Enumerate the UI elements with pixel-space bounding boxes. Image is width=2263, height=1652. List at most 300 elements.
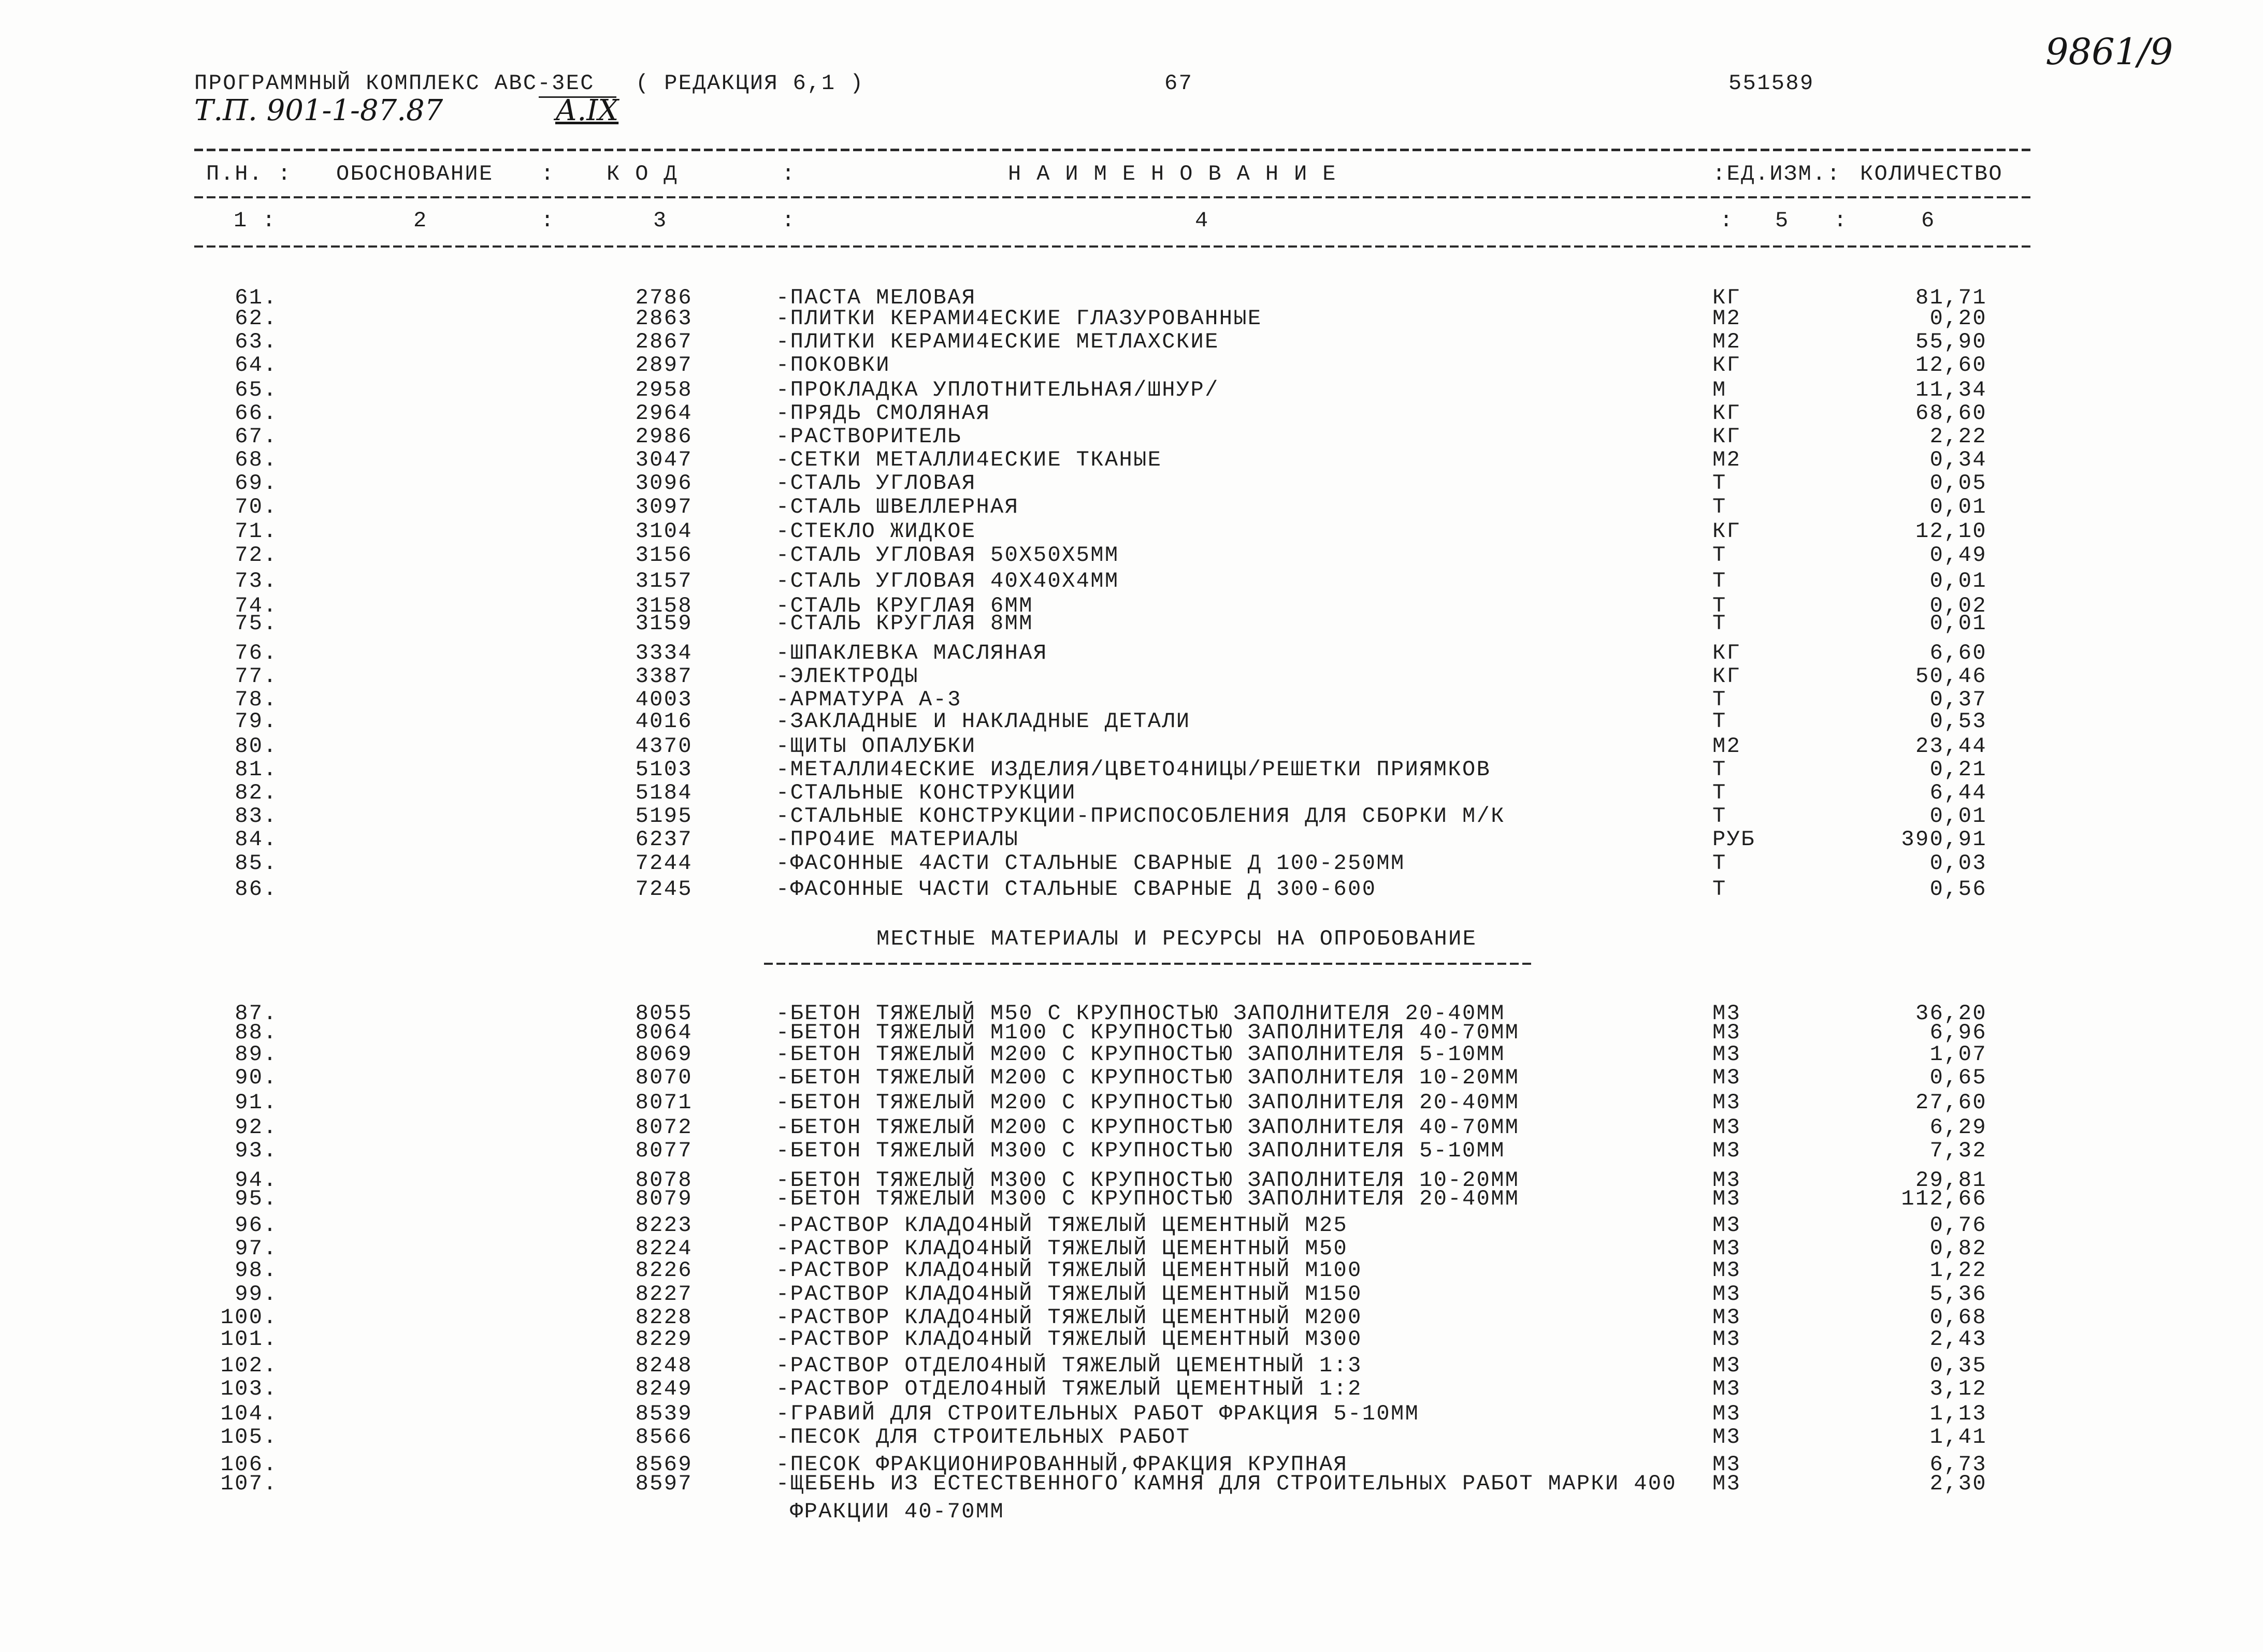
row-quantity: 0,01	[1929, 495, 1987, 519]
row-quantity: 0,01	[1929, 611, 1987, 636]
row-quantity: 23,44	[1915, 734, 1987, 759]
row-quantity: 0,56	[1929, 877, 1987, 902]
row-quantity: 1,13	[1929, 1401, 1987, 1426]
row-number: 106.	[220, 1452, 278, 1477]
header-separator: :	[782, 162, 796, 186]
header-pn: П.Н. :	[206, 162, 292, 186]
row-name: -РАСТВОР КЛАДО4НЫЙ ТЯЖЕЛЫЙ ЦЕМЕНТНЫЙ М100	[776, 1258, 1362, 1283]
row-quantity: 0,65	[1929, 1065, 1987, 1090]
row-name: -РАСТВОР ОТДЕЛО4НЫЙ ТЯЖЕЛЫЙ ЦЕМЕНТНЫЙ 1:3	[776, 1353, 1362, 1378]
row-name: -ФАСОННЫЕ 4АСТИ СТАЛЬНЫЕ СВАРНЫЕ Д 100-250ММ	[776, 851, 1405, 876]
table-row	[0, 1355, 2263, 1376]
row-code: 2897	[635, 353, 693, 378]
row-number: 103.	[220, 1376, 278, 1401]
row-number: 68.	[235, 447, 278, 472]
row-number: 79.	[235, 709, 278, 734]
page-number: 67	[1164, 71, 1193, 96]
header-unit: :ЕД.ИЗМ.:	[1712, 162, 1841, 186]
row-name: -СТАЛЬНЫЕ КОНСТРУКЦИИ	[776, 780, 1076, 805]
table-row	[0, 1067, 2263, 1089]
row-number: 102.	[220, 1353, 278, 1378]
row-number: 93.	[235, 1138, 278, 1163]
row-number: 70.	[235, 495, 278, 519]
row-code: 8226	[635, 1258, 693, 1283]
row-unit: М2	[1712, 447, 1741, 472]
row-unit: М3	[1712, 1001, 1741, 1026]
row-quantity: 81,71	[1915, 285, 1987, 310]
table-row	[0, 1259, 2263, 1281]
column-separator: :	[541, 208, 555, 233]
row-code: 2964	[635, 401, 693, 426]
table-row	[0, 1022, 2263, 1044]
table-row	[0, 805, 2263, 827]
row-unit: М3	[1712, 1090, 1741, 1115]
row-code: 8539	[635, 1401, 693, 1426]
row-quantity: 112,66	[1901, 1186, 1987, 1211]
row-name: -РАСТВОР КЛАДО4НЫЙ ТЯЖЕЛЫЙ ЦЕМЕНТНЫЙ М300	[776, 1327, 1362, 1352]
row-quantity: 3,12	[1929, 1376, 1987, 1401]
row-code: 8227	[635, 1282, 693, 1307]
table-row	[0, 1188, 2263, 1210]
row-unit: Т	[1712, 569, 1727, 593]
table-row	[0, 1044, 2263, 1065]
row-code: 8597	[635, 1471, 693, 1496]
row-unit: М3	[1712, 1065, 1741, 1090]
table-row	[0, 613, 2263, 634]
row-code: 8078	[635, 1168, 693, 1193]
row-unit: М3	[1712, 1138, 1741, 1163]
row-quantity: 2,22	[1929, 424, 1987, 449]
row-unit: М3	[1712, 1258, 1741, 1283]
row-number: 66.	[235, 401, 278, 426]
row-name: -СТАЛЬ УГЛОВАЯ 50Х50Х5ММ	[776, 543, 1119, 568]
column-number-4: 4	[1195, 208, 1209, 233]
row-name: -ПЕСОК ДЛЯ СТРОИТЕЛЬНЫХ РАБОТ	[776, 1425, 1191, 1450]
table-row	[0, 665, 2263, 687]
row-unit: М3	[1712, 1471, 1741, 1496]
row-name: -РАСТВОР КЛАДО4НЫЙ ТЯЖЕЛЫЙ ЦЕМЕНТНЫЙ М50	[776, 1236, 1348, 1261]
row-quantity: 6,96	[1929, 1020, 1987, 1045]
row-unit: М3	[1712, 1020, 1741, 1045]
row-quantity: 0,82	[1929, 1236, 1987, 1261]
row-unit: КГ	[1712, 424, 1741, 449]
table-row	[0, 1117, 2263, 1138]
row-name: -ФАСОННЫЕ ЧАСТИ СТАЛЬНЫЕ СВАРНЫЕ Д 300-600	[776, 877, 1377, 902]
row-name: -ПЛИТКИ КЕРАМИ4ЕСКИЕ ГЛАЗУРОВАННЫЕ	[776, 306, 1262, 331]
row-number: 100.	[220, 1305, 278, 1330]
row-number: 64.	[235, 353, 278, 378]
row-name: -БЕТОН ТЯЖЕЛЫЙ М50 С КРУПНОСТЬЮ ЗАПОЛНИТЕЛЯ 20-40ММ	[776, 1001, 1505, 1026]
row-code: 8077	[635, 1138, 693, 1163]
row-quantity: 0,49	[1929, 543, 1987, 568]
row-number: 73.	[235, 569, 278, 593]
table-row	[0, 354, 2263, 376]
row-number: 88.	[235, 1020, 278, 1045]
handwritten-album: А.IX	[555, 94, 619, 127]
row-number: 101.	[220, 1327, 278, 1352]
row-quantity: 6,29	[1929, 1115, 1987, 1140]
row-unit: М3	[1712, 1452, 1741, 1477]
row-unit: Т	[1712, 780, 1727, 805]
row-unit: Т	[1712, 757, 1727, 782]
row-name: -СЕТКИ МЕТАЛЛИ4ЕСКИЕ ТКАНЫЕ	[776, 447, 1162, 472]
row-name: -БЕТОН ТЯЖЕЛЫЙ М200 С КРУПНОСТЬЮ ЗАПОЛНИТЕЛЯ 10-20ММ	[776, 1065, 1520, 1090]
row-unit: Т	[1712, 851, 1727, 876]
row-quantity: 0,20	[1929, 306, 1987, 331]
row-number: 85.	[235, 851, 278, 876]
row-name: -РАСТВОР КЛАДО4НЫЙ ТЯЖЕЛЫЙ ЦЕМЕНТНЫЙ М25	[776, 1213, 1348, 1238]
table-row	[0, 402, 2263, 424]
row-code: 6237	[635, 827, 693, 852]
row-code: 7245	[635, 877, 693, 902]
row-name: -БЕТОН ТЯЖЕЛЫЙ М200 С КРУПНОСТЬЮ ЗАПОЛНИТЕЛЯ 40-70ММ	[776, 1115, 1520, 1140]
row-code: 8569	[635, 1452, 693, 1477]
row-quantity: 12,60	[1915, 353, 1987, 378]
column-number-6: 6	[1921, 208, 1936, 233]
row-unit: КГ	[1712, 664, 1741, 689]
row-number: 75.	[235, 611, 278, 636]
row-number: 89.	[235, 1042, 278, 1067]
row-name: -БЕТОН ТЯЖЕЛЫЙ М300 С КРУПНОСТЬЮ ЗАПОЛНИТЕЛЯ 10-20ММ	[776, 1168, 1520, 1193]
table-row	[0, 287, 2263, 309]
row-number: 72.	[235, 543, 278, 568]
row-unit: РУБ	[1712, 827, 1755, 852]
table-row	[0, 1307, 2263, 1328]
row-unit: М3	[1712, 1236, 1741, 1261]
row-name: -ПАСТА МЕЛОВАЯ	[776, 285, 976, 310]
row-number: 96.	[235, 1213, 278, 1238]
row-code: 5184	[635, 780, 693, 805]
row-code: 8064	[635, 1020, 693, 1045]
row-quantity: 0,35	[1929, 1353, 1987, 1378]
row-number: 71.	[235, 519, 278, 544]
header-name: Н А И М Е Н О В А Н И Е	[1008, 162, 1337, 186]
row-unit: Т	[1712, 804, 1727, 829]
row-quantity: 6,73	[1929, 1452, 1987, 1477]
row-number: 78.	[235, 687, 278, 712]
row-quantity: 0,34	[1929, 447, 1987, 472]
row-quantity: 5,36	[1929, 1282, 1987, 1307]
row-unit: Т	[1712, 877, 1727, 902]
row-quantity: 0,21	[1929, 757, 1987, 782]
table-row	[0, 782, 2263, 804]
edition-label: ( РЕДАКЦИЯ 6,1 )	[636, 71, 864, 96]
row-unit: КГ	[1712, 519, 1741, 544]
row-name: -ШПАКЛЕВКА МАСЛЯНАЯ	[776, 641, 1048, 665]
row-number: 62.	[235, 306, 278, 331]
row-name: -СТЕКЛО ЖИДКОЕ	[776, 519, 976, 544]
row-name: -РАСТВОРИТЕЛЬ	[776, 424, 962, 449]
row-code: 8249	[635, 1376, 693, 1401]
table-row	[0, 1092, 2263, 1113]
table-row	[0, 1140, 2263, 1162]
table-row	[0, 1214, 2263, 1236]
row-quantity: 1,22	[1929, 1258, 1987, 1283]
row-code: 3334	[635, 641, 693, 665]
row-quantity: 0,01	[1929, 804, 1987, 829]
table-row	[0, 852, 2263, 874]
row-number: 99.	[235, 1282, 278, 1307]
row-unit: М3	[1712, 1327, 1741, 1352]
dashed-rule-header	[194, 196, 2030, 198]
row-unit: КГ	[1712, 401, 1741, 426]
row-unit: Т	[1712, 543, 1727, 568]
row-quantity: 27,60	[1915, 1090, 1987, 1115]
row-code: 4016	[635, 709, 693, 734]
table-row	[0, 735, 2263, 757]
column-separator: :	[782, 208, 796, 233]
row-quantity: 11,34	[1915, 378, 1987, 402]
row-code: 2958	[635, 378, 693, 402]
table-row	[0, 829, 2263, 850]
row-unit: КГ	[1712, 353, 1741, 378]
row-quantity: 0,03	[1929, 851, 1987, 876]
row-code: 4370	[635, 734, 693, 759]
row-number: 81.	[235, 757, 278, 782]
row-name-continuation: ФРАКЦИИ 40-70ММ	[790, 1499, 1005, 1524]
handwritten-sheet-number: 9861/9	[2045, 31, 2173, 73]
table-row	[0, 544, 2263, 566]
row-name: -БЕТОН ТЯЖЕЛЫЙ М100 С КРУПНОСТЬЮ ЗАПОЛНИТЕЛЯ 40-70ММ	[776, 1020, 1520, 1045]
row-number: 63.	[235, 329, 278, 354]
row-name: -БЕТОН ТЯЖЕЛЫЙ М200 С КРУПНОСТЬЮ ЗАПОЛНИТЕЛЯ 20-40ММ	[776, 1090, 1520, 1115]
row-code: 3156	[635, 543, 693, 568]
row-code: 8229	[635, 1327, 693, 1352]
row-unit: М3	[1712, 1186, 1741, 1211]
row-quantity: 7,32	[1929, 1138, 1987, 1163]
table-row	[0, 878, 2263, 900]
row-code: 8069	[635, 1042, 693, 1067]
row-unit: М3	[1712, 1168, 1741, 1193]
row-code: 8228	[635, 1305, 693, 1330]
row-quantity: 0,76	[1929, 1213, 1987, 1238]
row-quantity: 1,41	[1929, 1425, 1987, 1450]
row-quantity: 68,60	[1915, 401, 1987, 426]
table-row	[0, 1426, 2263, 1448]
row-unit: Т	[1712, 611, 1727, 636]
column-number-1: 1 :	[234, 208, 277, 233]
row-number: 65.	[235, 378, 278, 402]
table-row	[0, 308, 2263, 329]
row-unit: М3	[1712, 1115, 1741, 1140]
row-name: -ПЛИТКИ КЕРАМИ4ЕСКИЕ МЕТЛАХСКИЕ	[776, 329, 1219, 354]
column-number-3: 3	[653, 208, 668, 233]
table-row	[0, 642, 2263, 664]
table-row	[0, 1403, 2263, 1425]
row-code: 3097	[635, 495, 693, 519]
row-quantity: 1,07	[1929, 1042, 1987, 1067]
program-title: ПРОГРАММНЫЙ КОМПЛЕКС АВС-3ЕС	[194, 71, 595, 96]
row-code: 2786	[635, 285, 693, 310]
row-unit: М2	[1712, 329, 1741, 354]
row-number: 86.	[235, 877, 278, 902]
row-quantity: 29,81	[1915, 1168, 1987, 1193]
document-number: 551589	[1728, 71, 1814, 96]
table-row	[0, 520, 2263, 542]
row-code: 3158	[635, 593, 693, 618]
row-unit: Т	[1712, 709, 1727, 734]
row-unit: КГ	[1712, 285, 1741, 310]
row-code: 8223	[635, 1213, 693, 1238]
row-number: 82.	[235, 780, 278, 805]
row-quantity: 0,37	[1929, 687, 1987, 712]
row-name: -РАСТВОР КЛАДО4НЫЙ ТЯЖЕЛЫЙ ЦЕМЕНТНЫЙ М150	[776, 1282, 1362, 1307]
row-name: -МЕТАЛЛИ4ЕСКИЕ ИЗДЕЛИЯ/ЦВЕТО4НИЦЫ/РЕШЕТКИ ПРИЯМКОВ	[776, 757, 1491, 782]
table-row	[0, 426, 2263, 447]
row-code: 8055	[635, 1001, 693, 1026]
row-code: 8224	[635, 1236, 693, 1261]
row-number: 104.	[220, 1401, 278, 1426]
row-code: 8248	[635, 1353, 693, 1378]
row-quantity: 50,46	[1915, 664, 1987, 689]
row-number: 105.	[220, 1425, 278, 1450]
row-name: -БЕТОН ТЯЖЕЛЫЙ М200 С КРУПНОСТЬЮ ЗАПОЛНИТЕЛЯ 5-10ММ	[776, 1042, 1505, 1067]
row-code: 5103	[635, 757, 693, 782]
row-number: 74.	[235, 593, 278, 618]
header-basis: ОБОСНОВАНИЕ	[336, 162, 494, 186]
row-name: -ЗАКЛАДНЫЕ И НАКЛАДНЫЕ ДЕТАЛИ	[776, 709, 1191, 734]
row-code: 3096	[635, 471, 693, 496]
row-code: 7244	[635, 851, 693, 876]
row-number: 90.	[235, 1065, 278, 1090]
table-row	[0, 1238, 2263, 1259]
header-quantity: КОЛИЧЕСТВО	[1860, 162, 2003, 186]
table-row	[0, 496, 2263, 518]
table-row	[0, 1283, 2263, 1305]
row-code: 2863	[635, 306, 693, 331]
row-quantity: 390,91	[1901, 827, 1987, 852]
row-number: 98.	[235, 1258, 278, 1283]
row-name: -ЩИТЫ ОПАЛУБКИ	[776, 734, 976, 759]
row-name: -СТАЛЬ КРУГЛАЯ 6ММ	[776, 593, 1033, 618]
row-name: -СТАЛЬНЫЕ КОНСТРУКЦИИ-ПРИСПОСОБЛЕНИЯ ДЛЯ СБОРКИ М/К	[776, 804, 1505, 829]
row-name: -ЭЛЕКТРОДЫ	[776, 664, 919, 689]
row-unit: М3	[1712, 1376, 1741, 1401]
table-row	[0, 379, 2263, 401]
row-code: 8071	[635, 1090, 693, 1115]
row-unit: М3	[1712, 1213, 1741, 1238]
handwritten-project-code: Т.П. 901-1-87.87	[194, 94, 443, 127]
row-unit: М	[1712, 378, 1727, 402]
row-quantity: 2,30	[1929, 1471, 1987, 1496]
row-code: 3104	[635, 519, 693, 544]
section-title-underline	[764, 963, 1534, 965]
row-quantity: 0,02	[1929, 593, 1987, 618]
row-code: 3159	[635, 611, 693, 636]
row-code: 3387	[635, 664, 693, 689]
row-unit: М3	[1712, 1425, 1741, 1450]
row-quantity: 0,53	[1929, 709, 1987, 734]
row-unit: М2	[1712, 306, 1741, 331]
row-name: -ПЕСОК ФРАКЦИОНИРОВАННЫЙ,ФРАКЦИЯ КРУПНАЯ	[776, 1452, 1348, 1477]
row-unit: Т	[1712, 495, 1727, 519]
row-name: -БЕТОН ТЯЖЕЛЫЙ М300 С КРУПНОСТЬЮ ЗАПОЛНИТЕЛЯ 5-10ММ	[776, 1138, 1505, 1163]
row-unit: М3	[1712, 1401, 1741, 1426]
row-number: 83.	[235, 804, 278, 829]
row-quantity: 0,68	[1929, 1305, 1987, 1330]
row-number: 92.	[235, 1115, 278, 1140]
row-unit: М3	[1712, 1353, 1741, 1378]
row-code: 4003	[635, 687, 693, 712]
row-quantity: 2,43	[1929, 1327, 1987, 1352]
row-name: -РАСТВОР КЛАДО4НЫЙ ТЯЖЕЛЫЙ ЦЕМЕНТНЫЙ М200	[776, 1305, 1362, 1330]
row-unit: М3	[1712, 1282, 1741, 1307]
dashed-rule-columns	[194, 245, 2030, 248]
row-number: 97.	[235, 1236, 278, 1261]
dashed-rule-top	[194, 149, 2030, 151]
row-unit: М2	[1712, 734, 1741, 759]
row-code: 2986	[635, 424, 693, 449]
row-name: -СТАЛЬ КРУГЛАЯ 8ММ	[776, 611, 1033, 636]
section-title: МЕСТНЫЕ МАТЕРИАЛЫ И РЕСУРСЫ НА ОПРОБОВАНИЕ	[876, 926, 1477, 951]
row-quantity: 0,05	[1929, 471, 1987, 496]
row-number: 67.	[235, 424, 278, 449]
row-name: -ПОКОВКИ	[776, 353, 890, 378]
row-quantity: 6,60	[1929, 641, 1987, 665]
row-number: 94.	[235, 1168, 278, 1193]
row-number: 69.	[235, 471, 278, 496]
table-row	[0, 449, 2263, 471]
table-row	[0, 1378, 2263, 1400]
table-row	[0, 1471, 2263, 1524]
row-unit: Т	[1712, 593, 1727, 618]
row-code: 3047	[635, 447, 693, 472]
column-number-5: 5	[1775, 208, 1790, 233]
row-number: 91.	[235, 1090, 278, 1115]
row-code: 2867	[635, 329, 693, 354]
row-code: 8070	[635, 1065, 693, 1090]
table-row	[0, 1328, 2263, 1350]
table-row	[0, 689, 2263, 711]
row-unit: КГ	[1712, 641, 1741, 665]
table-row	[0, 570, 2263, 592]
column-separator: :	[1720, 208, 1734, 233]
row-code: 8079	[635, 1186, 693, 1211]
row-code: 3157	[635, 569, 693, 593]
row-code: 8566	[635, 1425, 693, 1450]
row-number: 84.	[235, 827, 278, 852]
table-row	[0, 759, 2263, 780]
row-number: 95.	[235, 1186, 278, 1211]
row-quantity: 6,44	[1929, 780, 1987, 805]
row-number: 87.	[235, 1001, 278, 1026]
row-unit: Т	[1712, 471, 1727, 496]
row-name: -ЩЕБЕНЬ ИЗ ЕСТЕСТВЕННОГО КАМНЯ ДЛЯ СТРОИТЕЛЬНЫХ РАБОТ МАРКИ 400	[776, 1471, 1677, 1496]
table-row	[0, 472, 2263, 494]
row-name: -ПРО4ИЕ МАТЕРИАЛЫ	[776, 827, 1019, 852]
row-code: 8072	[635, 1115, 693, 1140]
row-name: -БЕТОН ТЯЖЕЛЫЙ М300 С КРУПНОСТЬЮ ЗАПОЛНИТЕЛЯ 20-40ММ	[776, 1186, 1520, 1211]
column-separator: :	[1834, 208, 1848, 233]
table-row	[0, 331, 2263, 353]
row-quantity: 55,90	[1915, 329, 1987, 354]
header-separator: :	[541, 162, 555, 186]
row-number: 61.	[235, 285, 278, 310]
row-name: -СТАЛЬ ШВЕЛЛЕРНАЯ	[776, 495, 1019, 519]
row-number: 80.	[235, 734, 278, 759]
row-name: -АРМАТУРА А-3	[776, 687, 962, 712]
row-code: 5195	[635, 804, 693, 829]
row-name: -СТАЛЬ УГЛОВАЯ 40Х40Х4ММ	[776, 569, 1119, 593]
header-code: К О Д	[607, 162, 679, 186]
row-name: -СТАЛЬ УГЛОВАЯ	[776, 471, 976, 496]
row-quantity: 12,10	[1915, 519, 1987, 544]
row-name: -ПРОКЛАДКА УПЛОТНИТЕЛЬНАЯ/ШНУР/	[776, 378, 1219, 402]
row-unit: М3	[1712, 1042, 1741, 1067]
row-name: -ПРЯДЬ СМОЛЯНАЯ	[776, 401, 991, 426]
row-name: -ГРАВИЙ ДЛЯ СТРОИТЕЛЬНЫХ РАБОТ ФРАКЦИЯ 5-10ММ	[776, 1401, 1420, 1426]
row-unit: Т	[1712, 687, 1727, 712]
